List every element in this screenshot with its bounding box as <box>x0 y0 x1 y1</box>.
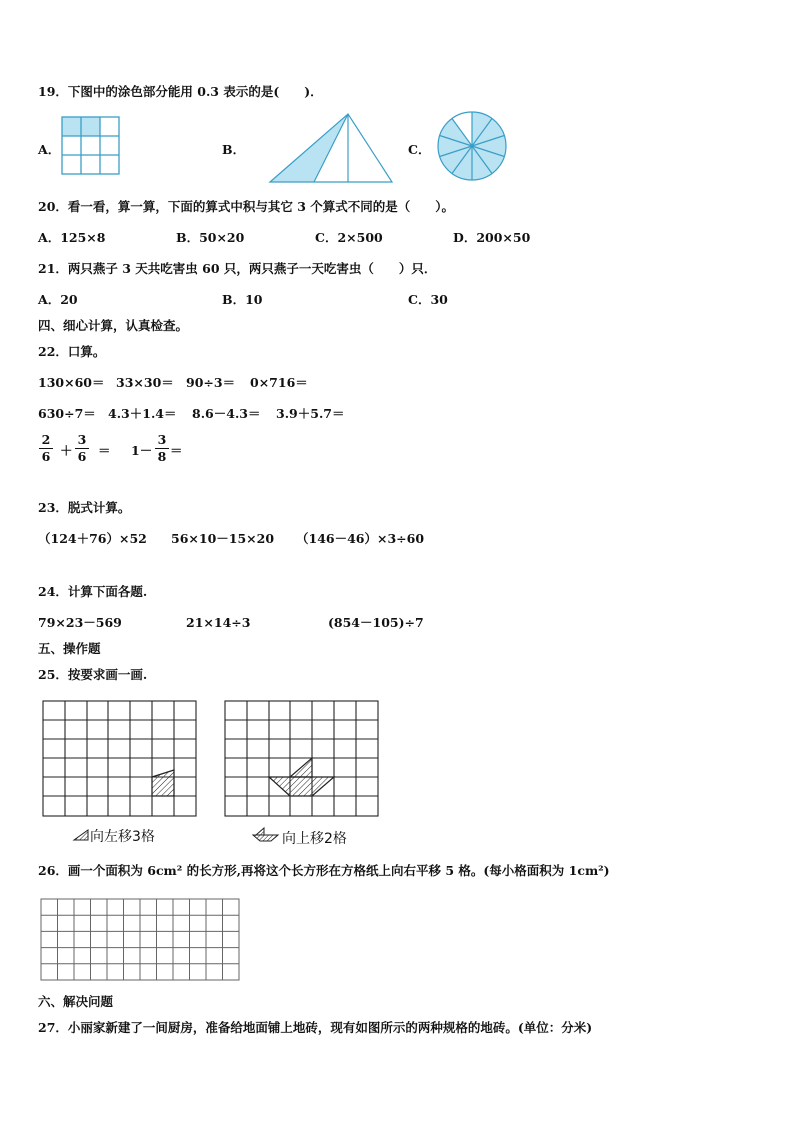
question-24-stem: 24．计算下面各题. <box>38 584 148 599</box>
grid-paper <box>40 898 242 982</box>
calc-item: 21×14÷3 <box>186 615 251 630</box>
q21-option-c: C．30 <box>408 292 448 307</box>
fraction-denominator: 6 <box>41 449 51 464</box>
question-20-stem: 20．看一看，算一算，下面的算式中积与其它 3 个算式不同的是（ ）。 <box>38 199 455 214</box>
option-c-label: C． <box>408 142 431 157</box>
q20-option-d: D．200×50 <box>453 230 531 245</box>
fraction-3-6 <box>75 433 89 464</box>
oral-calc-item: 130×60＝ <box>38 375 105 390</box>
step-calc-item: （124＋76）×52 <box>38 531 147 546</box>
option-b-triangle-figure <box>268 112 394 184</box>
option-a-grid-figure <box>62 117 120 175</box>
option-a-label: A． <box>38 142 61 157</box>
oral-calc-item: 3.9＋5.7＝ <box>276 406 345 421</box>
fraction-numerator: 3 <box>77 432 87 447</box>
q20-option-c: C．2×500 <box>315 230 383 245</box>
step-calc-item: 56×10－15×20 <box>171 531 275 546</box>
option-b-label: B． <box>222 142 246 157</box>
fraction-denominator: 6 <box>77 449 87 464</box>
fraction-numerator: 2 <box>41 432 51 447</box>
grid-translate-left <box>42 700 198 818</box>
grid-translate-up <box>224 700 380 818</box>
equals-sign: ＝ <box>98 443 111 458</box>
section-6-heading: 六、解决问题 <box>38 994 114 1009</box>
question-27-stem: 27．小丽家新建了一间厨房，准备给地面铺上地砖，现有如图所示的两种规格的地砖。(单位：分米) <box>38 1020 593 1035</box>
question-26-stem: 26．画一个面积为 6cm² 的长方形,再将这个长方形在方格纸上向右平移 5 格。(每小格面积为 1cm²) <box>38 863 610 878</box>
fraction-numerator: 3 <box>157 432 167 447</box>
small-shape-icon <box>72 826 90 842</box>
q20-option-a: A．125×8 <box>38 230 106 245</box>
oral-calc-item: 0×716＝ <box>250 375 308 390</box>
calc-item: 79×23－569 <box>38 615 122 630</box>
fraction-2-6 <box>39 433 53 464</box>
section-5-heading: 五、操作题 <box>38 641 101 656</box>
fraction-3-8 <box>155 433 169 464</box>
oral-calc-item: 33×30＝ <box>116 375 174 390</box>
one-minus: 1－ <box>131 443 153 458</box>
caption-move-left: 向左移3格 <box>90 829 155 845</box>
question-21-stem: 21．两只燕子 3 天共吃害虫 60 只，两只燕子一天吃害虫（ ）只． <box>38 261 437 276</box>
equals-sign: ＝ <box>170 443 183 458</box>
question-22-stem: 22．口算。 <box>38 344 106 359</box>
calc-item: (854－105)÷7 <box>328 615 424 630</box>
q20-option-b: B．50×20 <box>176 230 245 245</box>
question-19-stem: 19．下图中的涂色部分能用 0.3 表示的是( )． <box>38 84 323 99</box>
q21-option-b: B．10 <box>222 292 263 307</box>
section-4-heading: 四、细心计算，认真检查。 <box>38 318 189 333</box>
option-c-circle-figure <box>436 110 508 182</box>
oral-calc-item: 4.3＋1.4＝ <box>108 406 177 421</box>
small-boat-icon <box>252 826 280 842</box>
plus-sign: ＋ <box>60 443 73 458</box>
oral-calc-item: 90÷3＝ <box>186 375 236 390</box>
question-25-stem: 25．按要求画一画. <box>38 667 148 682</box>
oral-calc-item: 8.6－4.3＝ <box>192 406 261 421</box>
step-calc-item: （146－46）×3÷60 <box>296 531 425 546</box>
fraction-denominator: 8 <box>157 449 167 464</box>
caption-move-up: 向上移2格 <box>282 831 347 847</box>
oral-calc-item: 630÷7＝ <box>38 406 96 421</box>
question-23-stem: 23．脱式计算。 <box>38 500 131 515</box>
q21-option-a: A．20 <box>38 292 78 307</box>
